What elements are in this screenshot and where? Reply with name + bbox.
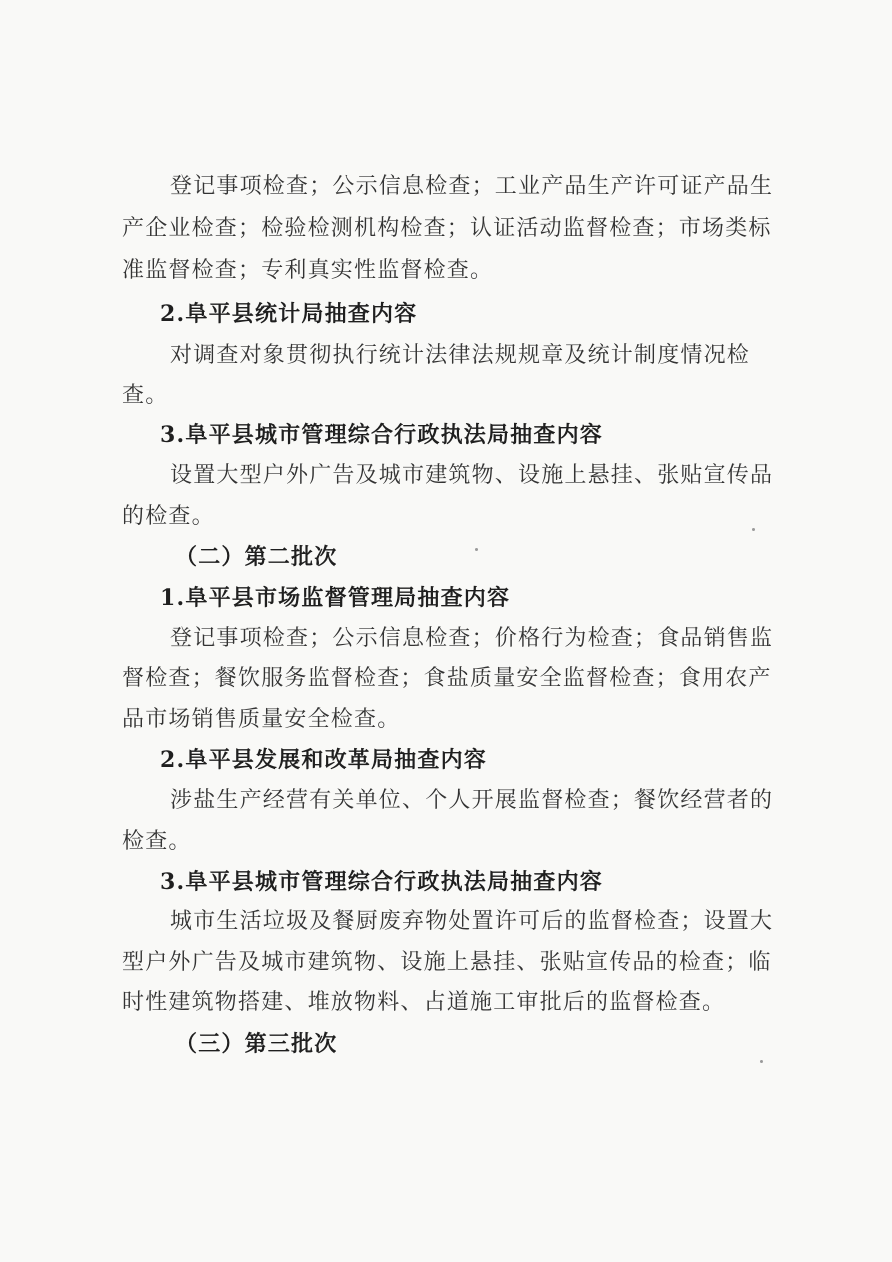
body-line: 查。 bbox=[122, 383, 169, 408]
section-heading: 1.阜平县市场监督管理局抽查内容 bbox=[160, 585, 511, 611]
body-line: 登记事项检查；公示信息检查；工业产品生产许可证产品生 bbox=[170, 174, 774, 199]
scan-speck bbox=[752, 528, 755, 531]
batch-heading: （三）第三批次 bbox=[175, 1031, 338, 1057]
body-line: 时性建筑物搭建、堆放物料、占道施工审批后的监督检查。 bbox=[122, 990, 726, 1015]
body-line: 检查。 bbox=[122, 829, 192, 854]
section-heading: 3.阜平县城市管理综合行政执法局抽查内容 bbox=[160, 422, 603, 448]
body-line: 产企业检查；检验检测机构检查；认证活动监督检查；市场类标 bbox=[122, 216, 772, 241]
section-heading: 2.阜平县统计局抽查内容 bbox=[160, 301, 418, 327]
section-heading: 3.阜平县城市管理综合行政执法局抽查内容 bbox=[160, 869, 603, 895]
body-line: 对调查对象贯彻执行统计法律法规规章及统计制度情况检 bbox=[170, 343, 751, 368]
batch-heading: （二）第二批次 bbox=[175, 544, 338, 570]
body-line: 品市场销售质量安全检查。 bbox=[122, 707, 401, 732]
body-line: 准监督检查；专利真实性监督检查。 bbox=[122, 258, 494, 283]
body-line: 督检查；餐饮服务监督检查；食盐质量安全监督检查；食用农产 bbox=[122, 666, 772, 691]
body-line: 的检查。 bbox=[122, 504, 215, 529]
body-line: 涉盐生产经营有关单位、个人开展监督检查；餐饮经营者的 bbox=[170, 788, 774, 813]
section-heading: 2.阜平县发展和改革局抽查内容 bbox=[160, 747, 487, 773]
body-line: 城市生活垃圾及餐厨废弃物处置许可后的监督检查；设置大 bbox=[170, 909, 774, 934]
body-line: 登记事项检查；公示信息检查；价格行为检查；食品销售监 bbox=[170, 626, 774, 651]
body-line: 设置大型户外广告及城市建筑物、设施上悬挂、张贴宣传品 bbox=[170, 463, 774, 488]
scan-speck bbox=[760, 1060, 763, 1063]
body-line: 型户外广告及城市建筑物、设施上悬挂、张贴宣传品的检查；临 bbox=[122, 950, 772, 975]
scan-speck bbox=[475, 548, 478, 551]
